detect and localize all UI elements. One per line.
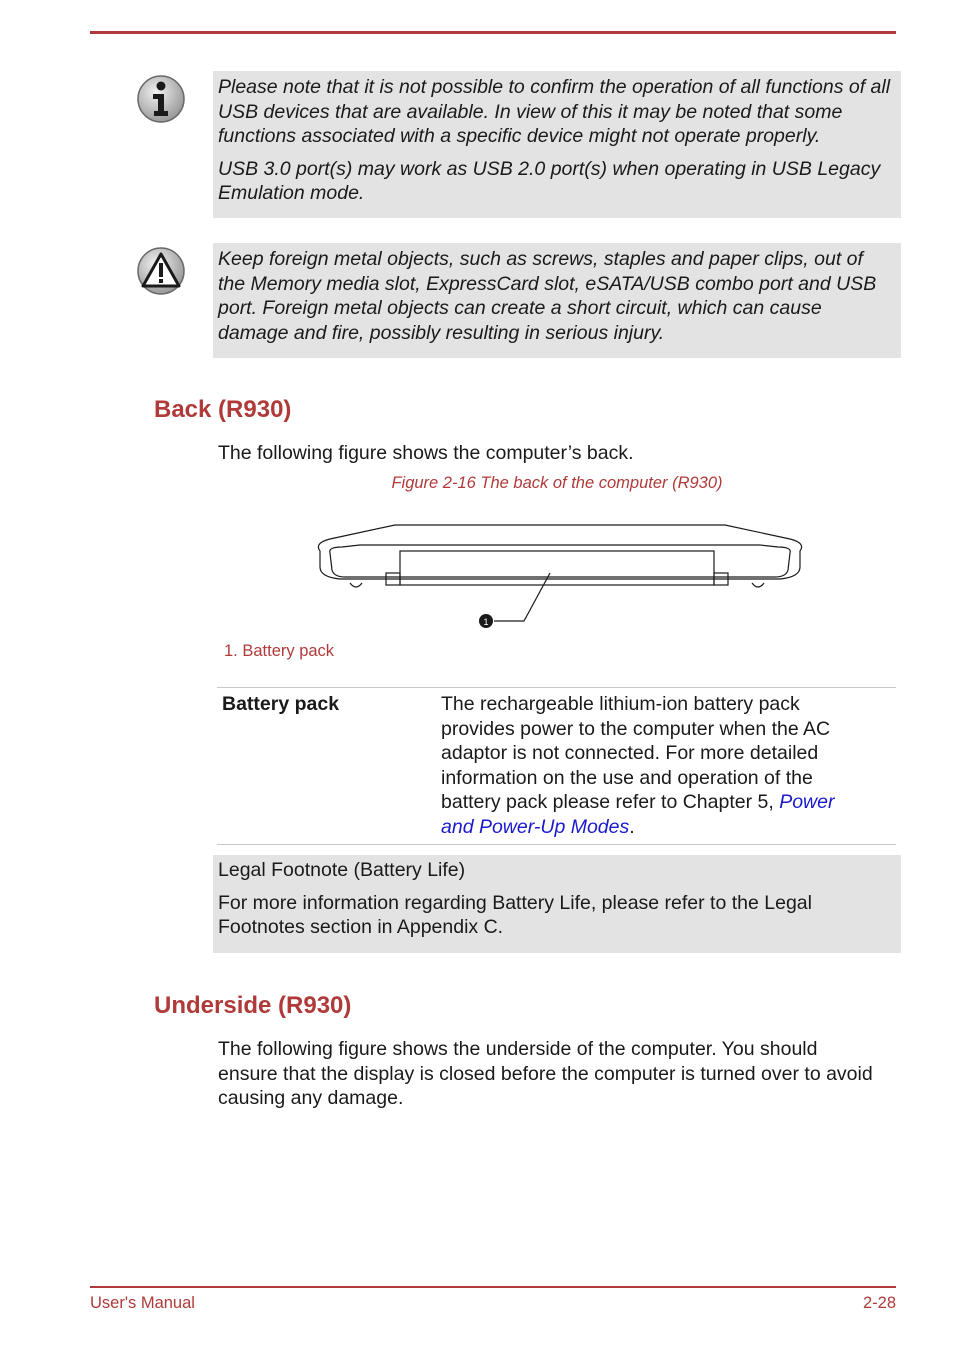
underside-intro-text: The following figure shows the underside of the computer. You should ensure that the display is closed before the computer is turned over to avoid causing any damage. [218, 1038, 873, 1109]
warning-icon [136, 246, 186, 296]
description-end: . [629, 815, 635, 838]
section-heading-back: Back (R930) [154, 396, 292, 423]
page-number: 2-28 [862, 1294, 896, 1312]
warning-note-paragraph: Keep foreign metal objects, such as screws, staples and paper clips, out of the Memory media slot, ExpressCard slot, eSATA/USB combo port and USB port. Foreign metal objects can create a short circuit, which can cause damage and fire, possibly resulting in serious injury. [218, 248, 877, 344]
header-rule [90, 31, 896, 34]
chapter-link[interactable]: Power and Power-Up Modes [441, 791, 835, 838]
info-icon [136, 74, 186, 124]
info-note-paragraph: Please note that it is not possible to confirm the operation of all functions of all USB devices that are available. In view of this it may be noted that some functions associated with a specific device might not operate properly. [218, 76, 891, 147]
footer-title: User's Manual [90, 1294, 195, 1312]
legal-note [213, 855, 901, 953]
callout-number: 1 [483, 617, 489, 627]
laptop-back-figure [300, 515, 820, 635]
table-row [217, 688, 896, 844]
back-intro-text: The following figure shows the computer’s back. [218, 442, 634, 464]
table-term: Battery pack [222, 693, 340, 715]
section-heading-underside: Underside (R930) [154, 992, 352, 1019]
info-note [213, 71, 901, 218]
definition-table [217, 687, 896, 845]
description-text: The rechargeable lithium-ion battery pack provides power to the computer when the AC adaptor is not connected. For more detailed information on the use and operation of the battery pack please refer to Chapter 5, [441, 693, 831, 813]
figure-caption: Figure 2-16 The back of the computer (R930) [391, 474, 723, 492]
callout-legend: 1. Battery pack [224, 642, 335, 660]
info-note-paragraph: USB 3.0 port(s) may work as USB 2.0 port(s) when operating in USB Legacy Emulation mode. [218, 157, 881, 204]
warning-note [213, 243, 901, 358]
footer-rule [90, 1286, 896, 1288]
legal-note-title: Legal Footnote (Battery Life) [218, 859, 466, 881]
legal-note-text: For more information regarding Battery Life, please refer to the Legal Footnotes section in Appendix C. [218, 891, 812, 938]
table-description [441, 692, 861, 839]
